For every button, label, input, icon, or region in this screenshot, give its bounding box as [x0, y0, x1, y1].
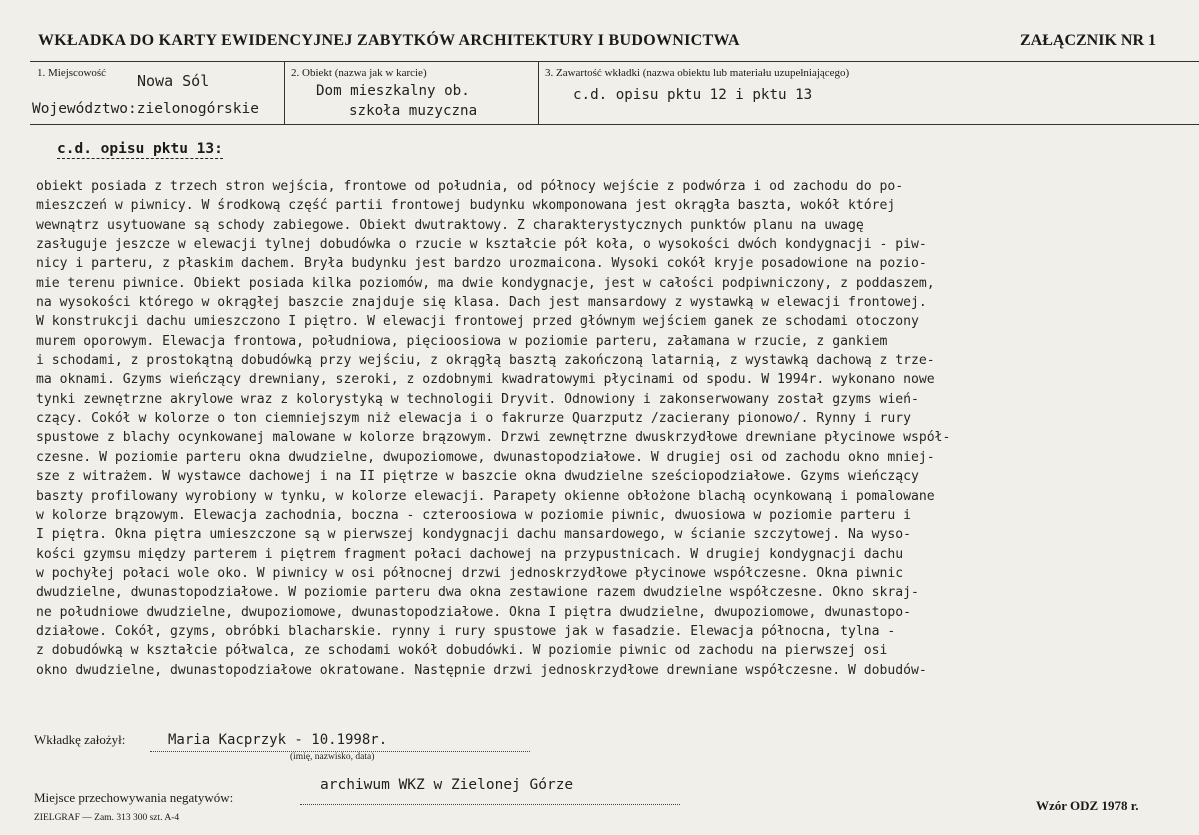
- body-line: kości gzymsu między parterem i piętrem fragment połaci dachowej na przypustnicach. W drugiej kondygnacji dachu: [36, 546, 904, 562]
- body-line: działowe. Cokół, gzyms, obróbki blacharskie. rynny i rury spustowe jak w fasadzie. Elewacja północna, tylna -: [36, 623, 896, 639]
- founder-value: Maria Kacprzyk - 10.1998r.: [168, 732, 388, 748]
- printer-info: ZIELGRAF — Zam. 313 300 szt. A-4: [34, 813, 180, 823]
- body-line: w pochyłej połaci wole oko. W piwnicy w osi północnej drzwi jednoskrzydłowe płycinowe współczesne. Okna piwnic: [36, 565, 904, 581]
- field-3-value: c.d. opisu pktu 12 i pktu 13: [573, 87, 813, 103]
- body-line: murem oporowym. Elewacja frontowa, południowa, pięcioosiowa w poziomie parteru, załamana w rzucie, z gankiem: [36, 333, 888, 349]
- storage-value: archiwum WKZ w Zielonej Górze: [320, 777, 574, 793]
- field-3-label: 3. Zawartość wkładki (nazwa obiektu lub materiału uzupełniającego): [545, 67, 850, 79]
- body-line: nicy i parteru, z płaskim dachem. Bryła budynku jest bardzo urozmaicona. Wysoki cokół kryje posadowione na pozio-: [36, 256, 927, 272]
- body-line: wewnątrz usytuowane są schody zabiegowe. Obiekt dwutraktowy. Z charakterystycznych punktów planu na uwagę: [36, 217, 864, 233]
- founder-hint: (imię, nazwisko, data): [290, 752, 375, 762]
- body-line: czący. Cokół w kolorze o ton ciemniejszym niż elewacja i o fakrurze Quarzputz /zacierany pionowo/. Rynny i rury: [36, 411, 912, 427]
- voivodeship-value: Województwo:zielonogórskie: [32, 101, 259, 117]
- body-line: w kolorze brązowym. Elewacja zachodnia, boczna - czteroosiowa w poziomie piwnic, dwuosiowa w poziomie parteru i: [36, 507, 912, 523]
- founder-label: Wkładkę założył:: [34, 732, 126, 747]
- body-line: okno dwudzielne, dwunastopodziałowe okratowane. Następnie drzwi jednoskrzydłowe drewniane współczesne. W dobudów-: [36, 662, 927, 678]
- field-2-label: 2. Obiekt (nazwa jak w karcie): [291, 67, 427, 79]
- body-line: ne południowe dwudzielne, dwupoziomowe, dwunastopodziałowe. Okna I piętra dwudzielne, dwupoziomowe, dwunastopo-: [36, 604, 912, 620]
- field-1-label: 1. Miejscowość: [37, 67, 107, 79]
- body-line: obiekt posiada z trzech stron wejścia, frontowe od południa, od północy wejście z podwórza i od zachodu do po-: [36, 179, 904, 194]
- field-divider-2: [538, 61, 539, 125]
- top-rule: [30, 61, 1199, 62]
- body-line: zasługuje jeszcze w elewacji tylnej dobudówka o rzucie w kształcie pół koła, o wysokości dwóch kondygnacji - piw-: [36, 237, 927, 253]
- storage-dotted-line: [300, 804, 680, 805]
- body-line: tynki zewnętrzne akrylowe wraz z kolorystyką w technologii Dryvit. Odnowiony i zakonserwowany został gzyms wień-: [36, 391, 919, 407]
- body-line: dwudzielne, dwunastopodziałowe. W poziomie parteru dwa okna zestawione razem dwudzielne współczesne. Okno skraj-: [36, 585, 919, 601]
- body-line: mie terenu piwnice. Obiekt posiada kilka poziomów, ma dwie kondygnacje, jest w całości podpiwniczony, z poddaszem,: [36, 275, 935, 291]
- body-line: baszty profilowany wyrobiony w tynku, w kolorze elewacji. Parapety okienne obłożone blachą ocynkowaną i pomalowane: [36, 488, 935, 504]
- description-body: [36, 177, 1196, 680]
- form-title: WKŁADKA DO KARTY EWIDENCYJNEJ ZABYTKÓW ARCHITEKTURY I BUDOWNICTWA: [38, 32, 740, 49]
- field-1-value: Nowa Sól: [137, 72, 210, 90]
- body-line: z dobudówką w kształcie półwalca, ze schodami wokół dobudówki. W poziomie piwnic od zachodu na pierwszej osi: [36, 643, 888, 659]
- body-line: I piętra. Okna piętra umieszczone są w pierwszej kondygnacji dachu mansardowego, w ścianie szczytowej. Na wyso-: [36, 527, 912, 543]
- body-line: mieszczeń w piwnicy. W środkową część partii frontowej budynku wkomponowana jest okrągła baszta, wokół której: [36, 198, 896, 214]
- body-line: spustowe z blachy ocynkowanej malowane w kolorze brązowym. Drzwi zewnętrzne dwuskrzydłowe drewniane płycinowe współ-: [36, 430, 951, 446]
- field-2-value-line-2: szkoła muzyczna: [349, 103, 478, 119]
- body-line: W konstrukcji dachu umieszczono I piętro. W elewacji frontowej przed głównym wejściem ganek ze schodami otoczony: [36, 314, 919, 330]
- form-number: Wzór ODZ 1978 r.: [1036, 798, 1139, 813]
- body-line: i schodami, z prostokątną dobudówką przy wejściu, z okrągłą basztą zakończoną latarnią, z wystawką dachową z trze-: [36, 353, 935, 369]
- annex-number: ZAŁĄCZNIK NR 1: [1020, 32, 1157, 49]
- fields-bottom-rule: [30, 124, 1199, 125]
- storage-label: Miejsce przechowywania negatywów:: [34, 790, 234, 805]
- field-divider-1: [284, 61, 285, 125]
- section-heading: c.d. opisu pktu 13:: [57, 141, 223, 157]
- body-line: ma oknami. Gzyms wieńczący drewniany, szeroki, z ozdobnymi kwadratowymi płycinami od spodu. W 1994r. wykonano nowe: [36, 372, 935, 388]
- body-line: sze z witrażem. W wystawce dachowej i na II piętrze w baszcie okna dwudzielne sześciopodziałowe. Gzyms wieńczący: [36, 469, 919, 485]
- field-2-value-line-1: Dom mieszkalny ob.: [316, 83, 470, 99]
- body-line: na wysokości którego w okrągłej baszcie znajduje się klasa. Dach jest mansardowy z wystawką w elewacji frontowej.: [36, 295, 927, 311]
- body-line: czesne. W poziomie parteru okna dwudzielne, dwupoziomowe, dwunastopodziałowe. W drugiej osi od zachodu okno mniej-: [36, 449, 935, 465]
